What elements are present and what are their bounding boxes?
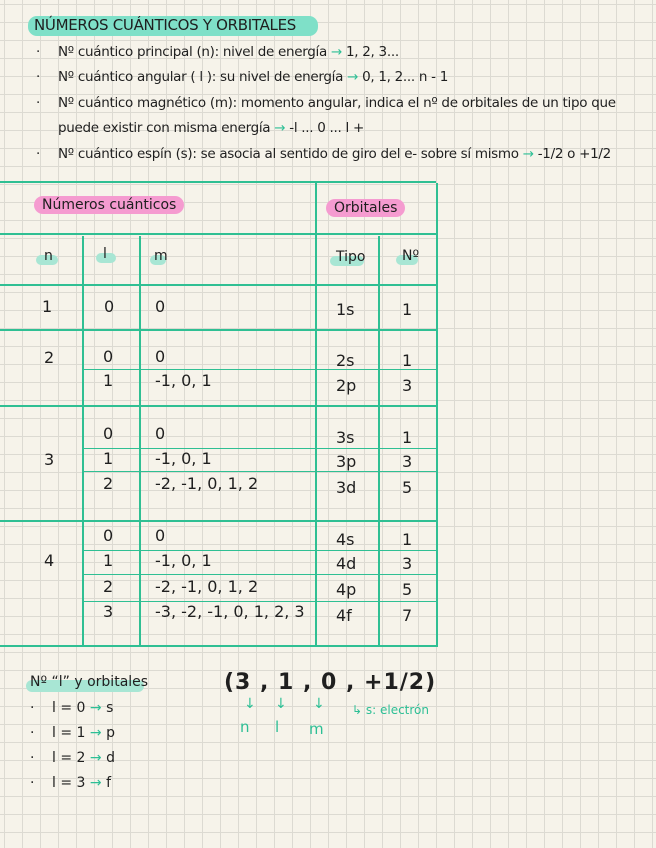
num-value: 3 [402,452,413,471]
l-value: 0 [103,424,114,443]
l-value: 1 [103,551,114,570]
n-value: 4 [44,551,55,570]
tipo-value: 2p [336,376,357,395]
bullet-text: puede existir con misma energía [58,120,271,136]
arrow-icon: → [89,700,102,716]
footer-item [30,775,111,791]
page-title: NÚMEROS CUÁNTICOS Y ORBITALES [34,16,297,34]
arrow-icon: → [522,146,534,162]
table-line [378,236,380,646]
l-value: 0 [103,526,114,545]
tipo-value: 4d [336,554,357,573]
footer-l: l = 1 [52,725,86,741]
table-line [436,183,438,646]
l-value: 0 [103,347,114,366]
footer-item [30,700,113,716]
n-value: 3 [44,450,55,469]
tipo-value: 2s [336,351,355,370]
example-tuple: (3 , 1 , 0 , +1/2) [224,670,437,695]
example-label-l: l [275,718,280,736]
n-value: 1 [42,297,53,316]
bullet-dot: · [30,700,35,716]
tipo-value: 4s [336,530,355,549]
tipo-value: 4p [336,580,357,599]
footer-l: l = 2 [52,750,86,766]
footer-item [30,725,115,741]
bullet-angular [36,69,448,85]
down-arrow-icon: ↓ [244,696,256,712]
example-label-n: n [240,718,250,736]
footer-orbital: p [106,725,115,741]
num-value: 1 [402,300,413,319]
bullet-text: Nº cuántico angular ( l ): su nivel de energía [58,69,344,85]
example-label-m: m [309,720,324,738]
arrow-icon: → [274,120,286,136]
table-line [0,181,436,183]
header-tipo: Tipo [336,249,366,265]
table-line [0,284,438,286]
tipo-value: 4f [336,606,352,625]
bullet-principal [36,44,399,60]
m-value: -2, -1, 0, 1, 2 [155,577,259,596]
m-value: 0 [155,347,166,366]
num-value: 3 [402,554,413,573]
bullet-dot: · [36,69,40,85]
bullet-text: Nº cuántico principal (n): nivel de energía [58,44,327,60]
table-line [82,236,84,646]
l-value: 3 [103,602,114,621]
m-value: 0 [155,297,166,316]
table-line [0,520,438,522]
tipo-value: 3p [336,452,357,471]
bullet-result: -1/2 o +1/2 [537,146,611,162]
header-l: l [103,246,107,262]
table-line [82,550,438,551]
tipo-value: 3d [336,478,357,497]
bullet-result: 1, 2, 3... [346,44,399,60]
table-line [0,233,438,235]
table-line [82,574,438,575]
num-value: 3 [402,376,413,395]
arrow-icon: → [330,44,342,60]
num-value: 1 [402,428,413,447]
table-line [82,448,438,449]
table-line [82,369,438,370]
footer-orbital: d [106,750,115,766]
down-arrow-icon: ↓ [275,696,287,712]
footer-l: l = 0 [52,700,86,716]
bullet-espin [36,146,611,162]
footer-orbital: s [106,700,114,716]
arrow-icon: → [347,69,359,85]
header-m: m [154,248,168,264]
header-num: Nº [402,248,420,264]
bullet-magnetico-cont [58,120,364,136]
footer-orbital: f [106,775,112,791]
bullet-dot: · [36,44,40,60]
table-line [0,405,438,407]
label-orbitales: Orbitales [326,199,405,217]
l-value: 2 [103,474,114,493]
arrow-icon: → [89,750,102,766]
m-value: -1, 0, 1 [155,449,212,468]
table-line [0,329,438,331]
m-value: -3, -2, -1, 0, 1, 2, 3 [155,602,305,621]
l-value: 0 [104,297,115,316]
table-line [139,236,141,646]
bullet-result: -l ... 0 ... l + [289,120,364,136]
bullet-dot: · [30,725,35,741]
down-arrow-icon: ↓ [313,696,325,712]
bullet-dot: · [30,775,35,791]
footer-item [30,750,115,766]
l-value: 1 [103,449,114,468]
l-value: 2 [103,577,114,596]
bullet-dot: · [36,146,40,162]
bullet-dot: · [36,95,40,111]
header-n: n [44,248,53,264]
bullet-magnetico [36,95,616,111]
tipo-value: 3s [336,428,355,447]
table-line [315,183,317,646]
tipo-value: 1s [336,300,355,319]
num-value: 7 [402,606,413,625]
table-line [82,471,438,472]
num-value: 1 [402,351,413,370]
num-value: 1 [402,530,413,549]
bullet-dot: · [30,750,35,766]
m-value: 0 [155,424,166,443]
footer-l: l = 3 [52,775,86,791]
footer-heading: Nº “l” y orbitales [30,674,149,690]
l-value: 1 [103,371,114,390]
m-value: -2, -1, 0, 1, 2 [155,474,259,493]
arrow-icon: → [89,725,102,741]
num-value: 5 [402,580,413,599]
num-value: 5 [402,478,413,497]
bullet-text: Nº cuántico magnético (m): momento angular, indica el nº de orbitales de un tipo que [58,95,616,111]
bullet-result: 0, 1, 2... n - 1 [362,69,448,85]
n-value: 2 [44,348,55,367]
m-value: 0 [155,526,166,545]
m-value: -1, 0, 1 [155,371,212,390]
arrow-icon: → [89,775,102,791]
bullet-text: Nº cuántico espín (s): se asocia al sentido de giro del e- sobre sí mismo [58,146,519,162]
example-s-note: ↳ s: electrón [352,703,429,717]
m-value: -1, 0, 1 [155,551,212,570]
label-numeros-cuanticos: Números cuánticos [34,196,184,214]
table-line [0,645,438,647]
